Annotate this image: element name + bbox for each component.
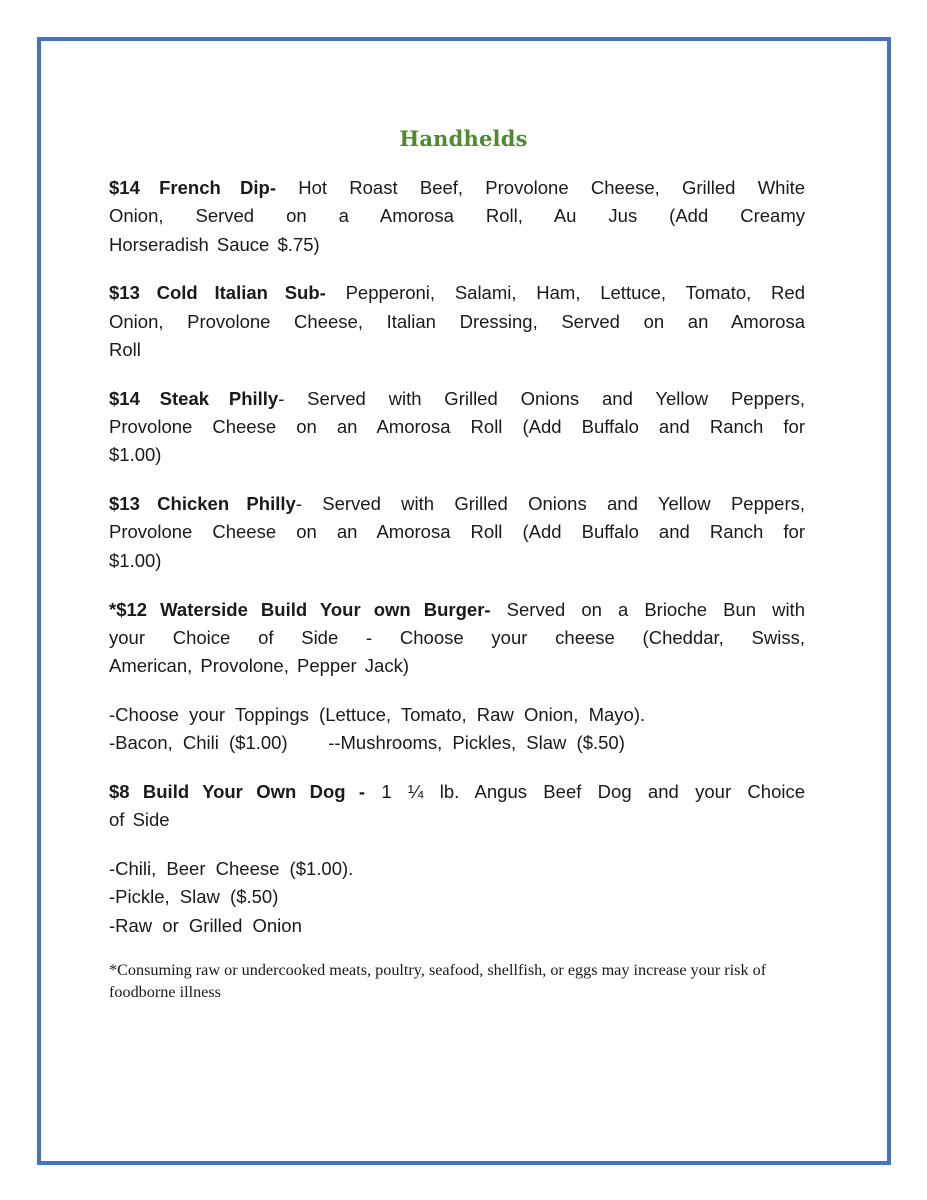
burger-options [109, 701, 805, 758]
item-description: Served on a Brioche Bun with [506, 598, 805, 620]
item-description: Onion, Provolone Cheese, Italian Dressing, Served on an Amorosa [109, 310, 805, 332]
item-description: Roll [109, 338, 141, 360]
item-description: $1.00) [109, 444, 162, 466]
item-description: 1 ¼ lb. Angus Beef Dog and your Choice [381, 781, 806, 803]
menu-item-build-your-own-burger [109, 596, 805, 681]
item-name: $13 Cold Italian Sub- [109, 282, 326, 304]
dog-option: -Pickle, Slaw ($.50) [109, 886, 279, 908]
item-name: $14 French Dip- [109, 177, 276, 198]
item-description: Onion, Served on a Amorosa Roll, Au Jus (Add Creamy [109, 205, 805, 227]
item-description: of Side [109, 809, 170, 831]
item-description: Horseradish Sauce $.75) [109, 233, 320, 255]
page-title: Handhelds [399, 126, 528, 151]
item-description: Provolone Cheese on an Amorosa Roll (Add Buffalo and Ranch for [109, 416, 805, 438]
item-description: Provolone Cheese on an Amorosa Roll (Add Buffalo and Ranch for [109, 521, 805, 543]
burger-toppings-option: -Choose your Toppings (Lettuce, Tomato, Raw Onion, Mayo). [109, 703, 646, 725]
dog-options [109, 855, 805, 940]
burger-addons-option: -Bacon, Chili ($1.00) --Mushrooms, Pickles, Slaw ($.50) [109, 732, 625, 754]
item-name: $13 Chicken Philly [109, 493, 296, 515]
food-safety-disclaimer: *Consuming raw or undercooked meats, poultry, seafood, shellfish, or eggs may increase your risk of foodborne illness [109, 960, 767, 1001]
item-name: *$12 Waterside Build Your own Burger- [109, 598, 491, 620]
item-name: $8 Build Your Own Dog - [109, 781, 366, 803]
menu-item-french-dip [109, 174, 805, 259]
menu-item-chicken-philly [109, 490, 805, 575]
dog-option: -Raw or Grilled Onion [109, 914, 302, 936]
dog-option: -Chili, Beer Cheese ($1.00). [109, 858, 354, 880]
menu-item-cold-italian-sub [109, 279, 805, 364]
item-description: - Served with Grilled Onions and Yellow Peppers, [295, 493, 805, 515]
item-name: $14 Steak Philly [109, 387, 279, 409]
item-description: $1.00) [109, 549, 162, 571]
item-description: Pepperoni, Salami, Ham, Lettuce, Tomato, Red [345, 282, 805, 304]
item-description: Hot Roast Beef, Provolone Cheese, Grilled White [298, 177, 805, 198]
item-description: your Choice of Side - Choose your cheese (Cheddar, Swiss, [109, 626, 805, 648]
menu-content [109, 174, 805, 1003]
menu-item-build-your-own-dog [109, 778, 805, 835]
menu-item-steak-philly [109, 385, 805, 470]
item-description: - Served with Grilled Onions and Yellow Peppers, [278, 387, 805, 409]
item-description: American, Provolone, Pepper Jack) [109, 655, 409, 677]
